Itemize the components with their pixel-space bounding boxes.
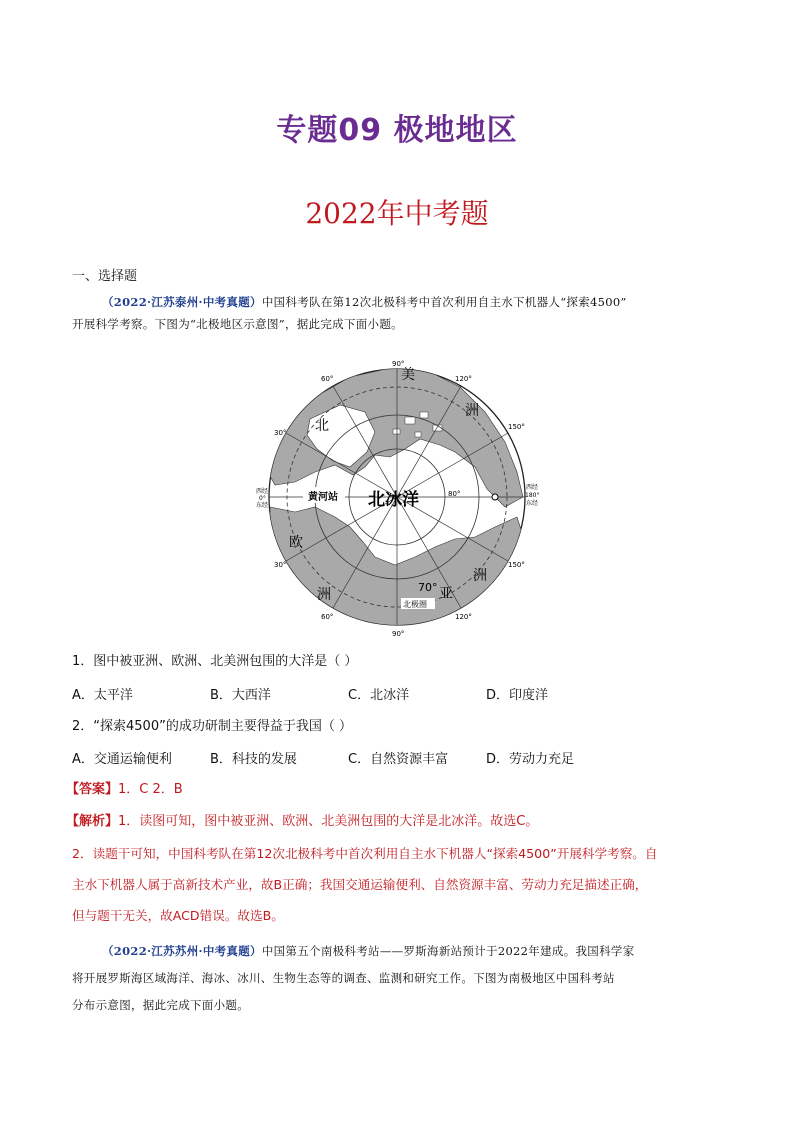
map-label-zhou-se: 洲 [473,568,487,584]
map-label-mei: 美 [401,367,415,383]
q2-option-c[interactable]: C．自然资源丰富 [348,752,449,767]
map-label-west0b: 0° [259,495,266,502]
map-label-zhou-sw: 洲 [317,587,331,603]
q1-option-d[interactable]: D．印度洋 [486,688,549,703]
question-1-stem: 1．图中被亚洲、欧洲、北美洲包围的大洋是（ ） [72,654,358,669]
map-center-label: 北冰洋 [368,490,419,510]
map-label-lon90bot: 90° [392,630,405,638]
map-label-lon60nw: 60° [321,375,334,383]
map-label-east0: 东经 [256,502,269,509]
q2-option-d[interactable]: D．劳动力充足 [486,752,575,767]
analysis-line-1 [66,811,736,833]
q1-option-a[interactable]: A．太平洋 [72,688,133,703]
map-label-lat70: 70° [418,581,438,594]
map-label-ya: 亚 [439,586,453,602]
intro2-text-2: 将开展罗斯海区域海洋、海冰、冰川、生物生态等的调查、监测和研究工作。下图为南极地区中国科考站 [72,971,615,985]
map-label-w180b: 180° [525,492,540,499]
map-station-label: 黄河站 [308,492,338,503]
intro2-text: 中国第五个南极科考站——罗斯海新站预计于2022年建成。我国科学家 [261,944,635,958]
page-subtitle: 2022年中考题 [305,197,489,230]
map-label-lon150e: 150° [508,423,525,431]
intro2-text-3: 分布示意图，据此完成下面小题。 [72,998,249,1012]
map-label-lon30w: 30° [274,429,287,437]
analysis-label: 【解析】 [66,814,119,829]
q1-option-c[interactable]: C．北冰洋 [348,688,410,703]
map-label-lon150se: 150° [508,561,525,569]
map-label-ou: 欧 [289,535,303,551]
map-label-zhou-ne: 洲 [465,403,479,419]
map-label-lat80: 80° [448,490,461,498]
map-label-bei: 北 [315,418,329,434]
intro-text-2: 开展科学考察。下图为“北极地区示意图”，据此完成下面小题。 [72,317,403,331]
arctic-map [255,357,540,639]
answer-text: 1．C 2．B [118,782,183,797]
question-intro-2 [72,938,732,1019]
map-label-west180: 西经 [526,484,539,491]
analysis-text-1: 1．读图可知，图中被亚洲、欧洲、北美洲包围的大洋是北冰洋。故选C。 [118,814,539,829]
map-label-lon120ne: 120° [455,375,472,383]
intro-text: 中国科考队在第12次北极科考中首次利用自主水下机器人“探索4500” [261,295,627,309]
map-label-east180: 东经 [526,500,539,507]
q2-option-b[interactable]: B．科技的发展 [210,752,297,767]
answer-line [66,779,716,801]
q2-option-a[interactable]: A．交通运输便利 [72,752,172,767]
map-label-lon90top: 90° [392,360,405,368]
analysis-line-3: 主水下机器人属于高新技术产业，故B正确；我国交通运输便利、自然资源丰富、劳动力充足描述正确， [72,877,648,892]
question-intro-1 [72,291,732,335]
question-2-stem: 2．“探索4500”的成功研制主要得益于我国（ ） [72,719,352,734]
map-label-west0: 西经 [256,488,269,495]
map-label-lon30sw: 30° [274,561,287,569]
analysis-line-4: 但与题干无关，故ACD错误。故选B。 [72,908,284,923]
q1-option-b[interactable]: B．大西洋 [210,688,271,703]
section-heading: 一、选择题 [72,269,138,284]
map-label-lon60sw: 60° [321,613,334,621]
source-tag-2: （2022·江苏苏州·中考真题） [102,944,262,958]
analysis-line-2: 2．读题干可知，中国科考队在第12次北极科考中首次利用自主水下机器人“探索4500”开展科学考察。自 [72,846,658,861]
map-label-lon120se: 120° [455,613,472,621]
source-tag: （2022·江苏泰州·中考真题） [102,295,262,309]
page-title: 专题09 极地地区 [276,113,518,148]
answer-label: 【答案】 [66,782,119,797]
map-label-arctic-circle: 北极圈 [403,600,427,609]
